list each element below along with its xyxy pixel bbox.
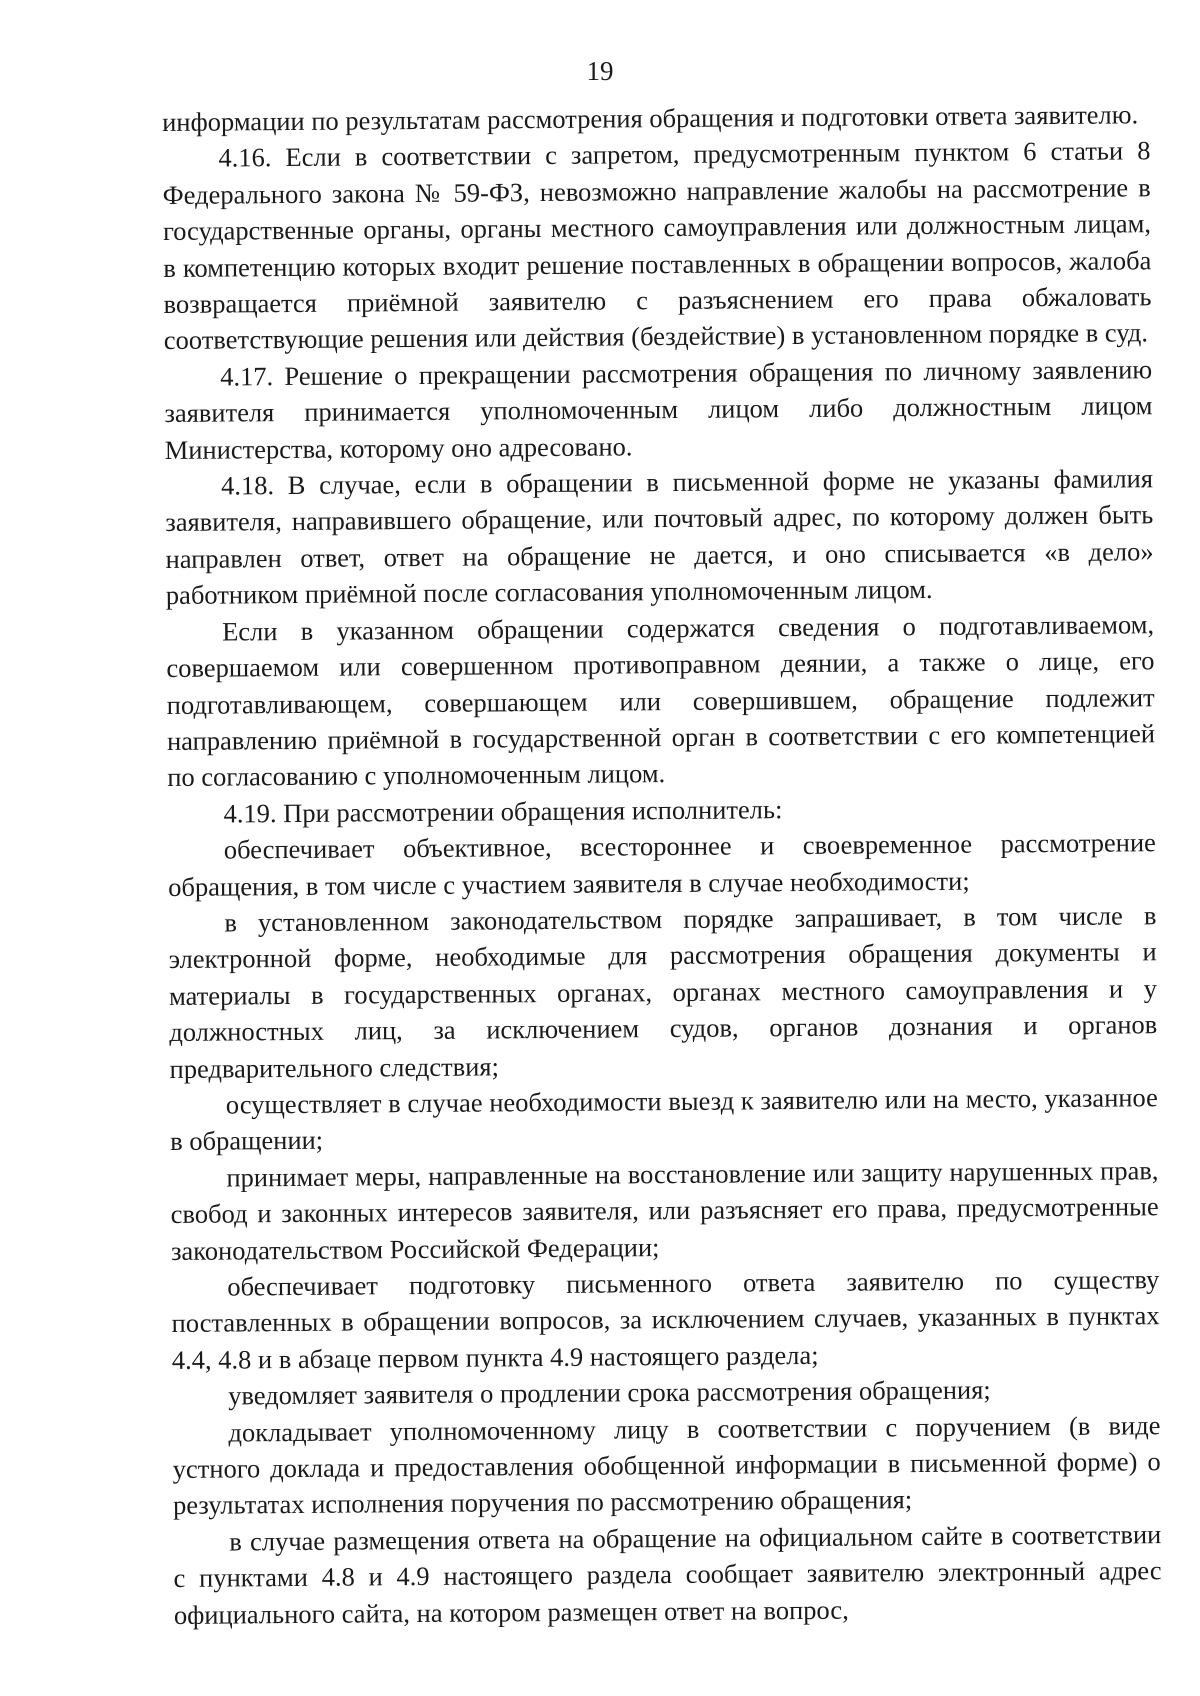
list-item-site-visit: осуществляет в случае необходимости выезд к заявителю или на место, указанное в обращении; xyxy=(170,1082,1158,1157)
list-item-notify-extension: уведомляет заявителя о продлении срока рассмотрения обращения; xyxy=(228,1374,991,1411)
list-item-restore-rights: принимает меры, направленные на восстановление или защиту нарушенных прав, свобод и законных интересов заявителя, или разъясняет его права, предусмотренные законодательством Российской Федерации; xyxy=(170,1154,1159,1266)
paragraph-4-16: 4.16. Если в соответствии с запретом, предусмотренным пунктом 6 статьи 8 Федерального закона № 59-ФЗ, невозможно направление жалобы на рассмотрение в государственные органы, органы местного самоуправления или должностным лицам, в компетенцию которых входит решение поставленных в обращении вопросов, жалоба возвращается приёмной заявителю с разъяснением его права обжаловать соответствующие решения или действия (бездействие) в установленном порядке в суд. xyxy=(162,135,1152,356)
paragraph-continuation: информации по результатам рассмотрения обращения и подготовки ответа заявителю. xyxy=(162,99,1139,137)
list-item-objective-review: обеспечивает объективное, всестороннее и своевременное рассмотрение обращения, в том числе с участием заявителя в случае необходимости; xyxy=(168,827,1156,902)
list-item-request-documents: в установленном законодательством порядке запрашивает, в том числе в электронной форме, необходимые для рассмотрения обращения документы и материалы в государственных органах, органах местного самоуправления и у должностных лиц, за исключением судов, органов дознания и органов предварительного следствия; xyxy=(168,900,1158,1084)
page-number: 19 xyxy=(586,56,614,86)
paragraph-4-18-second: Если в указанном обращении содержатся сведения о подготавливаемом, совершаемом или совершенном противоправном деянии, а также о лице, его подготавливающем, совершающем или совершившем, обращение подлежит направлению приёмной в государственной орган в соответствии с его компетенцией по согласованию с уполномоченным лицом. xyxy=(166,608,1156,793)
document-body xyxy=(162,96,1162,1633)
paragraph-4-19: 4.19. При рассмотрении обращения исполнитель: xyxy=(223,793,783,829)
list-item-report-results: докладывает уполномоченному лицу в соответствии с поручением (в виде устного доклада и предоставления обобщенной информации в письменной форме) о результатах исполнения поручения по рассмотрению обращения; xyxy=(172,1409,1161,1521)
paragraph-4-17: 4.17. Решение о прекращении рассмотрения обращения по личному заявлению заявителя принимается уполномоченным лицом либо должностным лицом Министерства, которому оно адресовано. xyxy=(164,354,1153,465)
paragraph-4-18: 4.18. В случае, если в обращении в письменной форме не указаны фамилия заявителя, направившего обращение, или почтовый адрес, по которому должен быть направлен ответ, ответ на обращение не дается, и оно списывается «в дело» работником приёмной после согласования уполномоченным лицом. xyxy=(165,463,1154,611)
list-item-prepare-answer: обеспечивает подготовку письменного ответа заявителю по существу поставленных в обращении вопросов, за исключением случаев, указанных в пунктах 4.4, 4.8 и в абзаце первом пункта 4.9 настоящего раздела; xyxy=(171,1264,1160,1375)
list-item-website-answer: в случае размещения ответа на обращение на официальном сайте в соответствии с пунктами 4.8 и 4.9 настоящего раздела сообщает заявителю электронный адрес официального сайта, на котором размещен ответ на вопрос, xyxy=(173,1519,1162,1630)
